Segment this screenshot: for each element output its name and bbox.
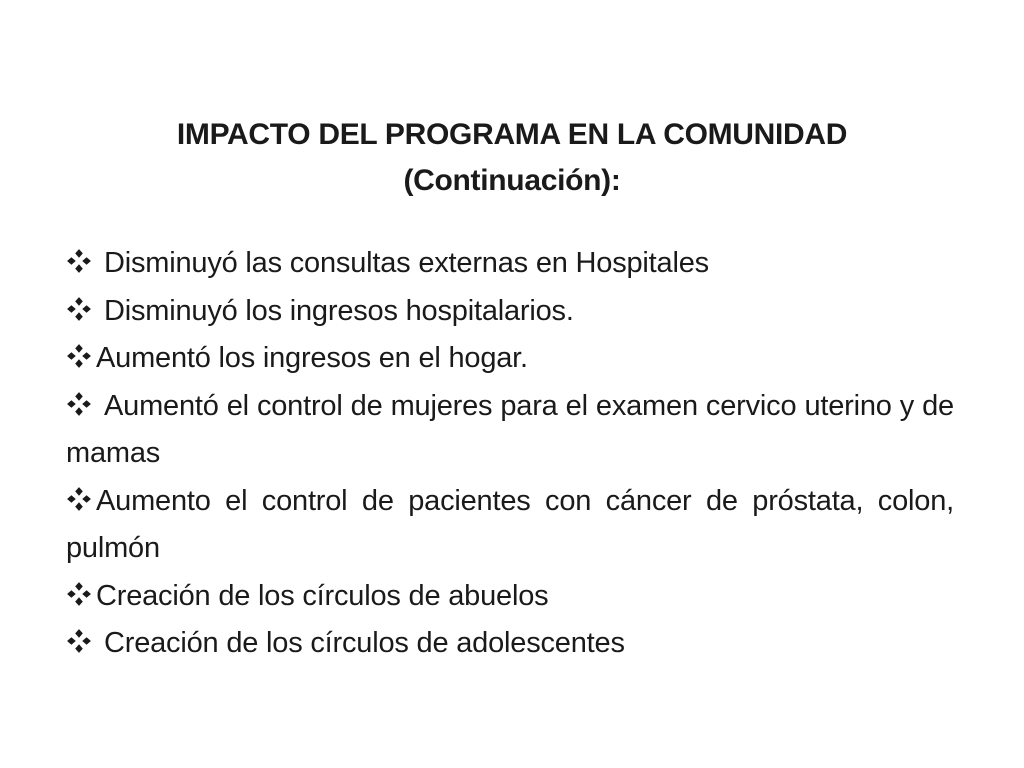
bullet-item [66, 383, 954, 478]
four-diamond-bullet-icon [66, 296, 98, 322]
bullet-text: Aumento el control de pacientes con cáncer de próstata, colon, pulmón [66, 484, 954, 564]
bullet-item [66, 573, 954, 621]
slide-title-line-2: (Continuación): [403, 164, 621, 197]
bullet-item [66, 240, 954, 288]
bullet-text: Creación de los círculos de abuelos [96, 579, 549, 612]
four-diamond-bullet-icon [66, 581, 96, 607]
four-diamond-bullet-icon [66, 343, 96, 369]
bullet-text: Creación de los círculos de adolescentes [104, 627, 625, 659]
four-diamond-bullet-icon [66, 628, 98, 654]
bullet-list [66, 240, 954, 668]
bullet-item [66, 335, 954, 383]
bullet-item [66, 620, 954, 668]
bullet-text: Disminuyó las consultas externas en Hospitales [104, 247, 709, 279]
bullet-text: Aumentó los ingresos en el hogar. [96, 342, 528, 374]
bullet-text: Disminuyó los ingresos hospitalarios. [104, 294, 574, 327]
four-diamond-bullet-icon [66, 486, 96, 512]
bullet-item [66, 478, 954, 573]
four-diamond-bullet-icon [66, 391, 98, 417]
slide-title-line-1: IMPACTO DEL PROGRAMA EN LA COMUNIDAD [176, 118, 848, 151]
slide-title [100, 112, 924, 204]
bullet-item [66, 288, 954, 336]
four-diamond-bullet-icon [66, 248, 98, 274]
bullet-text: Aumentó el control de mujeres para el examen cervico uterino y de mamas [66, 389, 954, 469]
